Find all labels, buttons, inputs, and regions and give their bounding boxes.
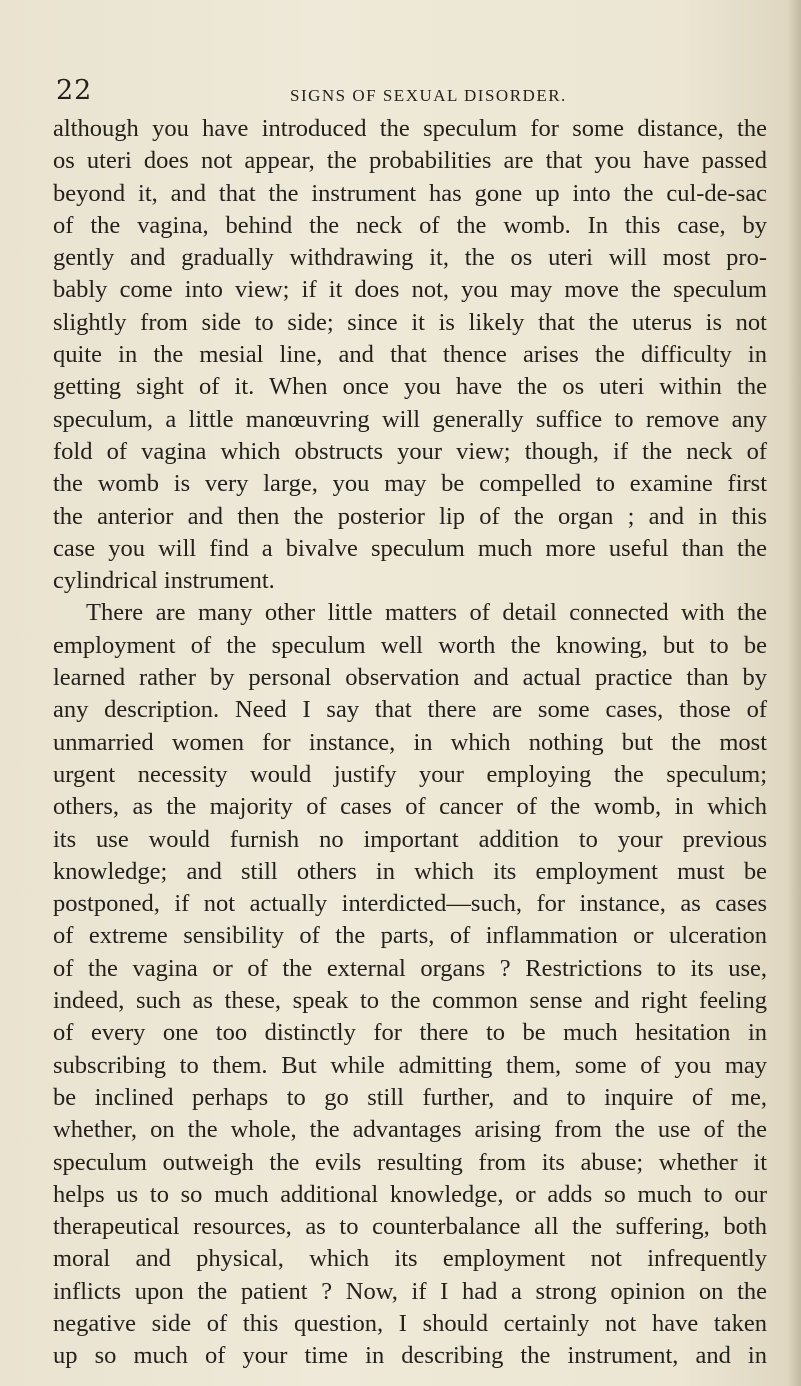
text-line: therapeutical resources, as to counterbalance all the suffering, both bbox=[53, 1213, 767, 1241]
running-head: SIGNS OF SEXUAL DISORDER. bbox=[290, 86, 567, 105]
page-number: 22 bbox=[56, 75, 93, 106]
text-line: learned rather by personal observation and actual practice than by bbox=[53, 664, 767, 692]
text-line: helps us to so much additional knowledge, or adds so much to our bbox=[53, 1180, 767, 1208]
text-line: inflicts upon the patient ? Now, if I had a strong opinion on the bbox=[53, 1277, 767, 1305]
text-line: the womb is very large, you may be compelled to examine first bbox=[53, 470, 767, 498]
text-line: slightly from side to side; since it is likely that the uterus is not bbox=[53, 308, 767, 336]
text-line: of the vagina or of the external organs ? Restrictions to its use, bbox=[53, 954, 767, 982]
text-line: its use would furnish no important addition to your previous bbox=[53, 825, 767, 853]
text-line: moral and physical, which its employment not infrequently bbox=[53, 1245, 767, 1273]
text-line: unmarried women for instance, in which nothing but the most bbox=[53, 728, 767, 756]
page-header bbox=[0, 76, 801, 110]
text-line: the anterior and then the posterior lip of the organ ; and in this bbox=[53, 502, 767, 530]
text-line: of extreme sensibility of the parts, of inflammation or ulceration bbox=[53, 922, 767, 950]
text-line: subscribing to them. But while admitting them, some of you may bbox=[53, 1051, 767, 1079]
text-line: although you have introduced the speculum for some distance, the bbox=[53, 115, 767, 142]
text-line: os uteri does not appear, the probabilities are that you have passed bbox=[53, 147, 767, 175]
text-line: employment of the speculum well worth the knowing, but to be bbox=[53, 631, 767, 659]
text-line: bably come into view; if it does not, you may move the speculum bbox=[53, 276, 767, 304]
text-line: others, as the majority of cases of cancer of the womb, in which bbox=[53, 793, 767, 821]
text-line: up so much of your time in describing the instrument, and in bbox=[53, 1342, 767, 1370]
text-line: speculum, a little manœuvring will generally suffice to remove any bbox=[53, 405, 767, 433]
page-edge-shadow bbox=[787, 0, 801, 1386]
text-line: gently and gradually withdrawing it, the os uteri will most pro- bbox=[53, 244, 767, 272]
text-line: of every one too distinctly for there to be much hesitation in bbox=[53, 1019, 767, 1047]
text-line: beyond it, and that the instrument has gone up into the cul-de-sac bbox=[53, 179, 767, 207]
text-line-paragraph-start: There are many other little matters of detail connected with the bbox=[86, 599, 767, 627]
text-line: any description. Need I say that there are some cases, those of bbox=[53, 696, 767, 724]
text-line: knowledge; and still others in which its employment must be bbox=[53, 857, 767, 885]
text-line: indeed, such as these, speak to the common sense and right feeling bbox=[53, 987, 767, 1015]
text-line: negative side of this question, I should certainly not have taken bbox=[53, 1309, 767, 1337]
text-line: urgent necessity would justify your employing the speculum; bbox=[53, 760, 767, 788]
text-line-paragraph-end: cylindrical instrument. bbox=[53, 567, 275, 595]
text-line: whether, on the whole, the advantages arising from the use of the bbox=[53, 1116, 767, 1144]
text-line: postponed, if not actually interdicted—such, for instance, as cases bbox=[53, 890, 767, 918]
text-line: case you will find a bivalve speculum much more useful than the bbox=[53, 534, 767, 562]
text-line: getting sight of it. When once you have the os uteri within the bbox=[53, 373, 767, 401]
text-line: speculum outweigh the evils resulting from its abuse; whether it bbox=[53, 1148, 767, 1176]
body-text bbox=[53, 113, 767, 1373]
text-line: fold of vagina which obstructs your view; though, if the neck of bbox=[53, 437, 767, 465]
text-line: of the vagina, behind the neck of the womb. In this case, by bbox=[53, 211, 767, 239]
text-line: quite in the mesial line, and that thence arises the difficulty in bbox=[53, 341, 767, 369]
text-line: be inclined perhaps to go still further, and to inquire of me, bbox=[53, 1083, 767, 1111]
